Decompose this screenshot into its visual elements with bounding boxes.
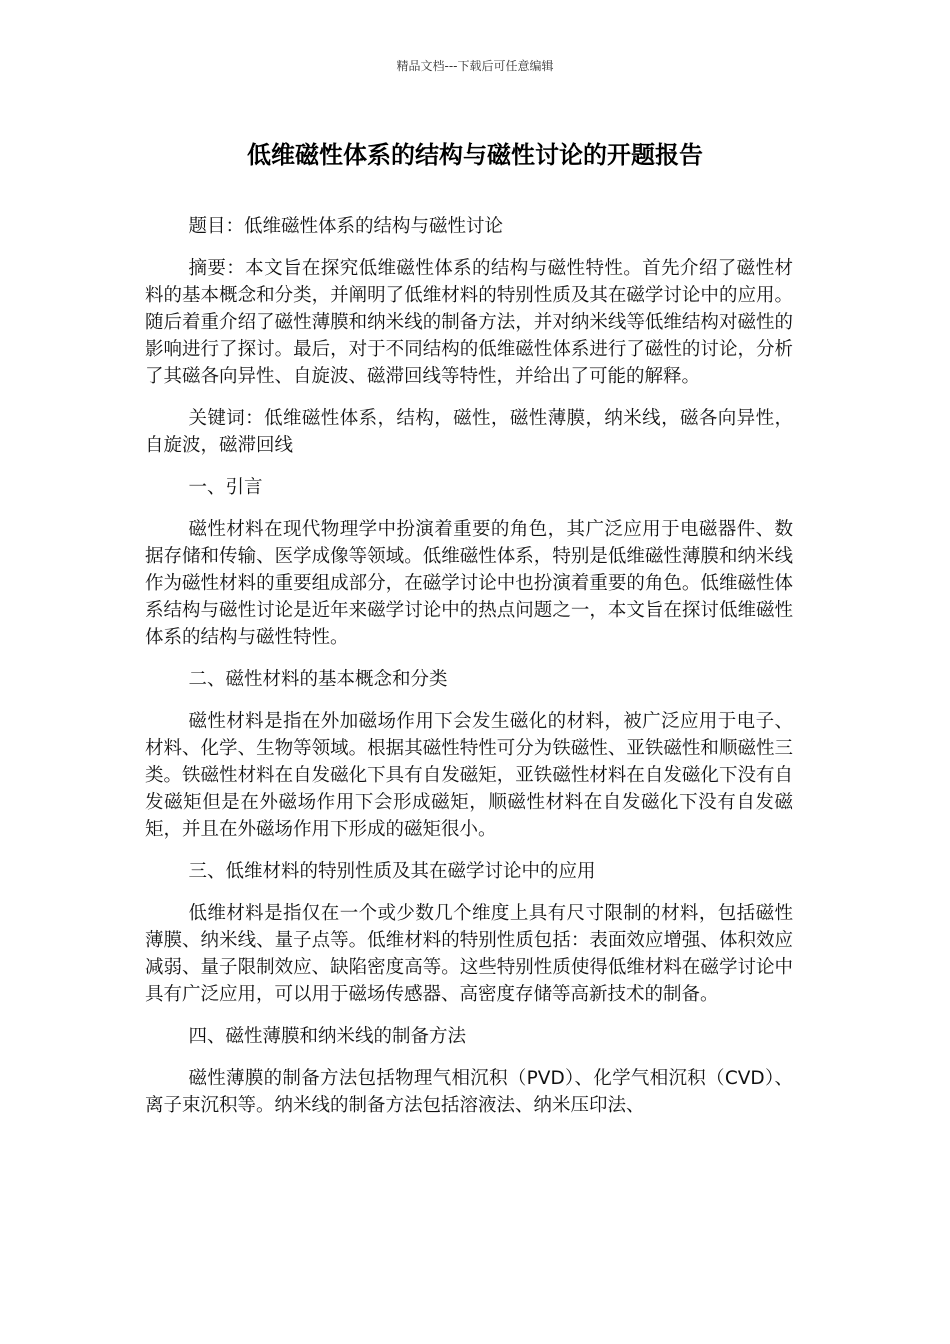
section-heading-preparation-methods: 四、磁性薄膜和纳米线的制备方法 xyxy=(188,1026,466,1047)
section-body-basic-concepts: 磁性材料是指在外加磁场作用下会发生磁化的材料，被广泛应用于电子、材料、化学、生物等领域。根据其磁性特性可分为铁磁性、亚铁磁性和顺磁性三类。铁磁性材料在自发磁化下具有自发磁矩，亚铁磁性材料在自发磁化下没有自发磁矩但是在外磁场作用下会形成磁矩，顺磁性材料在自发磁化下没有自发磁矩，并且在外磁场作用下形成的磁矩很小。 xyxy=(145,711,793,840)
header-watermark: 精品文档---下载后可任意编辑 xyxy=(396,59,554,73)
section-heading-low-dimensional-properties: 三、低维材料的特别性质及其在磁学讨论中的应用 xyxy=(188,861,596,882)
keywords-paragraph: 关键词：低维磁性体系，结构，磁性，磁性薄膜，纳米线，磁各向异性，自旋波，磁滞回线 xyxy=(145,408,793,456)
document-title: 低维磁性体系的结构与磁性讨论的开题报告 xyxy=(247,141,703,169)
section-heading-introduction: 一、引言 xyxy=(188,477,263,498)
document-body xyxy=(145,213,793,1134)
abstract-paragraph: 摘要：本文旨在探究低维磁性体系的结构与磁性特性。首先介绍了磁性材料的基本概念和分类，并阐明了低维材料的特别性质及其在磁学讨论中的应用。随后着重介绍了磁性薄膜和纳米线的制备方法，并对纳米线等低维结构对磁性的影响进行了探讨。最后，对于不同结构的低维磁性体系进行了磁性的讨论，分析了其磁各向异性、自旋波、磁滞回线等特性，并给出了可能的解释。 xyxy=(145,258,793,387)
section-body-introduction: 磁性材料在现代物理学中扮演着重要的角色，其广泛应用于电磁器件、数据存储和传输、医学成像等领域。低维磁性体系，特别是低维磁性薄膜和纳米线作为磁性材料的重要组成部分，在磁学讨论中也扮演着重要的角色。低维磁性体系结构与磁性讨论是近年来磁学讨论中的热点问题之一，本文旨在探讨低维磁性体系的结构与磁性特性。 xyxy=(145,519,793,648)
section-heading-basic-concepts: 二、磁性材料的基本概念和分类 xyxy=(188,669,448,690)
topic-paragraph: 题目：低维磁性体系的结构与磁性讨论 xyxy=(188,216,503,237)
section-body-low-dimensional-properties: 低维材料是指仅在一个或少数几个维度上具有尺寸限制的材料，包括磁性薄膜、纳米线、量子点等。低维材料的特别性质包括：表面效应增强、体积效应减弱、量子限制效应、缺陷密度高等。这些特别性质使得低维材料在磁学讨论中具有广泛应用，可以用于磁场传感器、高密度存储等高新技术的制备。 xyxy=(145,903,793,1005)
section-body-preparation-methods: 磁性薄膜的制备方法包括物理气相沉积（PVD）、化学气相沉积（CVD）、离子束沉积等。纳米线的制备方法包括溶液法、纳米压印法、 xyxy=(145,1068,793,1116)
